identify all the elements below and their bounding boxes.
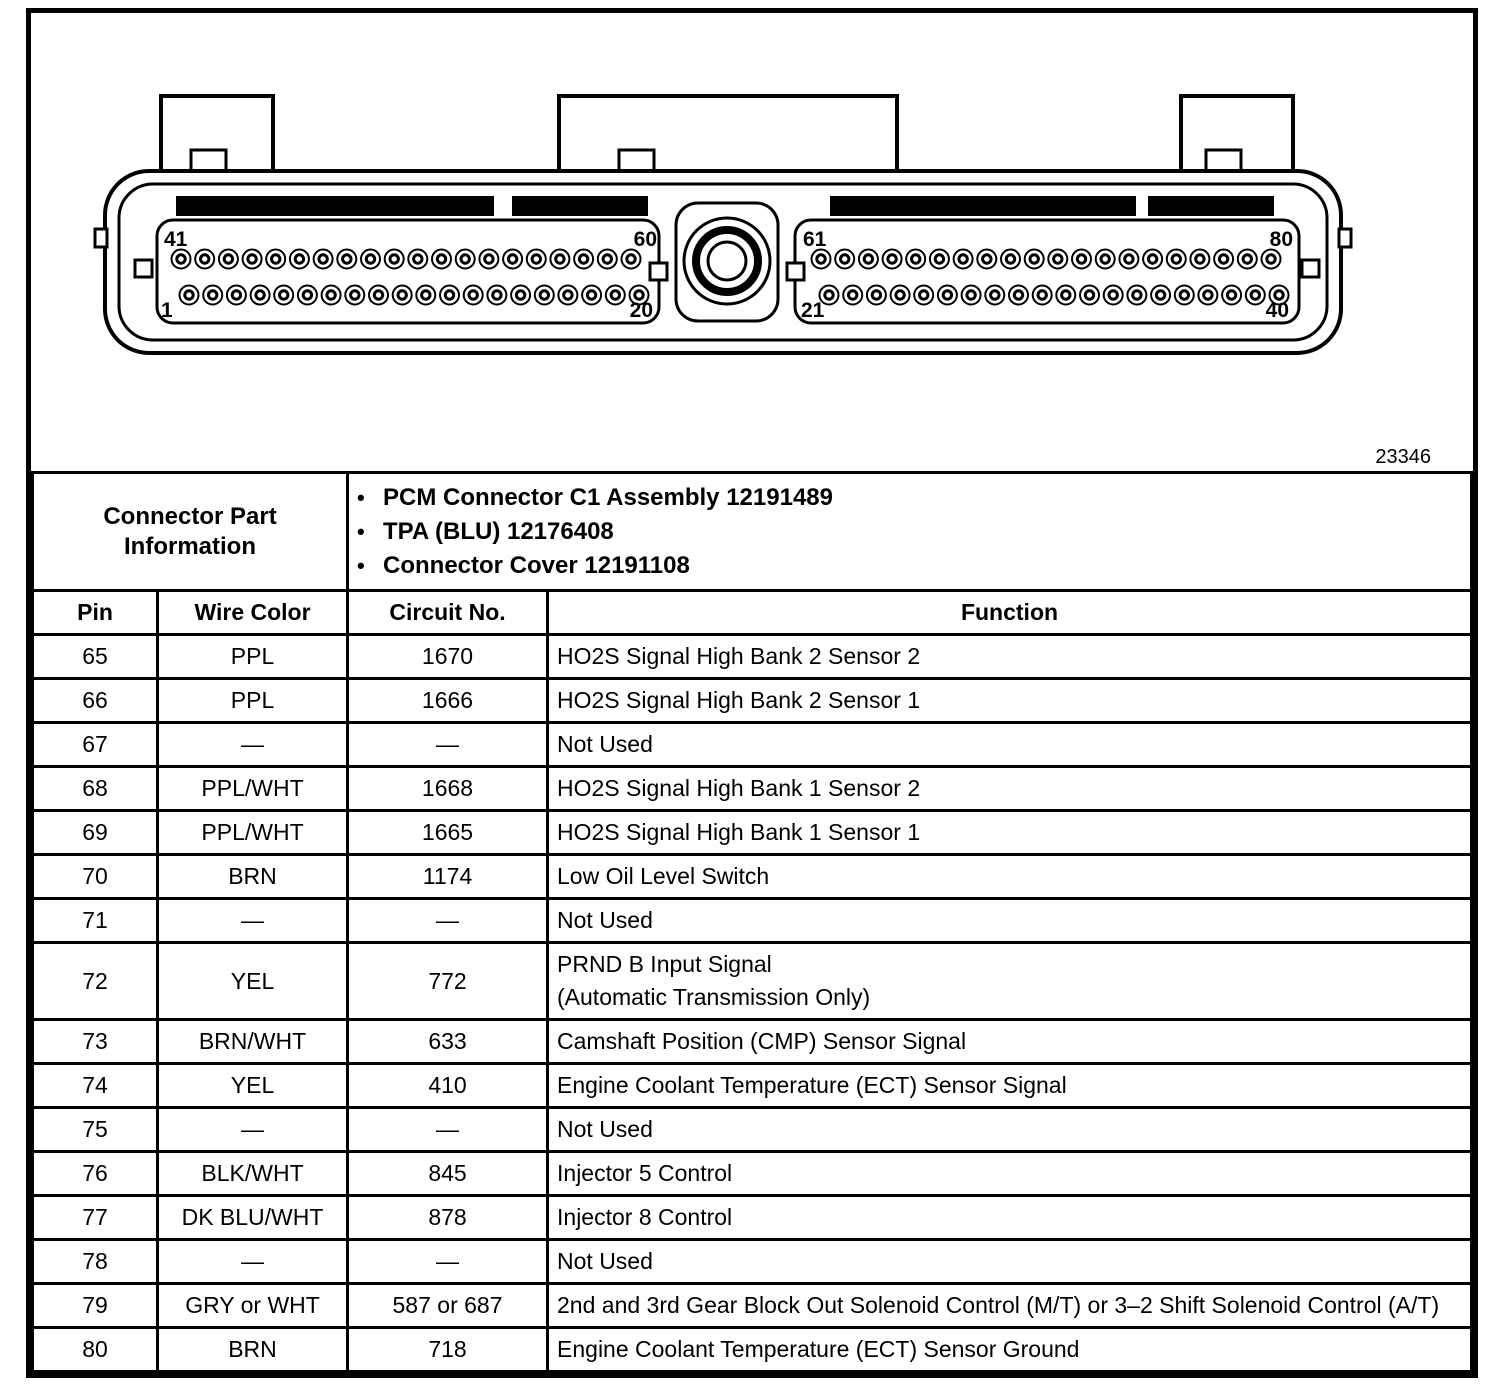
pin-cell: 78 [33,1240,158,1284]
function-cell: Not Used [548,1108,1472,1152]
pin-cell: 66 [33,679,158,723]
connector-diagram-section [31,13,1473,471]
function-cell: Not Used [548,899,1472,943]
part-info-title: Connector Part Information [33,473,348,591]
wire-color-cell: PPL [158,679,348,723]
wire-color-cell: — [158,1240,348,1284]
pin-label-bottom-first-left: 1 [161,299,173,322]
wire-color-cell: BRN [158,1328,348,1372]
function-cell: Low Oil Level Switch [548,855,1472,899]
wire-color-cell: YEL [158,1064,348,1108]
pin-row [33,767,1472,811]
circuit-cell: — [348,1240,548,1284]
circuit-cell: 410 [348,1064,548,1108]
circuit-cell: — [348,723,548,767]
pin-row [33,1108,1472,1152]
function-cell: Injector 5 Control [548,1152,1472,1196]
table-header-row [33,591,1472,635]
pin-row [33,899,1472,943]
pin-row [33,1020,1472,1064]
function-cell: HO2S Signal High Bank 2 Sensor 2 [548,635,1472,679]
pin-label-top-last-right: 80 [1269,228,1293,251]
pin-cell: 74 [33,1064,158,1108]
pin-cell: 77 [33,1196,158,1240]
pin-label-bottom-last-left: 20 [629,299,653,322]
center-mounting-tab [559,96,897,176]
function-cell: PRND B Input Signal (Automatic Transmission Only) [548,943,1472,1020]
circuit-cell: 1668 [348,767,548,811]
wire-color-cell: BRN/WHT [158,1020,348,1064]
pin-row [33,855,1472,899]
pin-row [33,1064,1472,1108]
circuit-cell: 772 [348,943,548,1020]
right-mounting-tab [1181,96,1293,176]
pin-cell: 65 [33,635,158,679]
header-pin: Pin [33,591,158,635]
wire-color-cell: — [158,723,348,767]
part-info-item: • PCM Connector C1 Assembly 12191489 [357,481,1462,515]
pin-cell: 73 [33,1020,158,1064]
pcm-connector-diagram [31,13,1473,471]
function-cell: Not Used [548,1240,1472,1284]
pinout-table [31,471,1473,1373]
wire-color-cell: — [158,1108,348,1152]
pin-label-top-first-right: 61 [803,228,827,251]
circuit-cell: 845 [348,1152,548,1196]
pin-cell: 79 [33,1284,158,1328]
pin-label-top-first-left: 41 [164,228,188,251]
pin-cell: 75 [33,1108,158,1152]
pin-cell: 68 [33,767,158,811]
pin-row [33,1284,1472,1328]
figure-number: 23346 [1375,446,1431,468]
function-cell: Injector 8 Control [548,1196,1472,1240]
left-mounting-tab [161,96,273,176]
wire-color-cell: DK BLU/WHT [158,1196,348,1240]
pin-row [33,1152,1472,1196]
function-cell: Camshaft Position (CMP) Sensor Signal [548,1020,1472,1064]
pin-cell: 76 [33,1152,158,1196]
header-circuit-no: Circuit No. [348,591,548,635]
circuit-cell: 587 or 687 [348,1284,548,1328]
wire-color-cell: PPL/WHT [158,811,348,855]
circuit-cell: 878 [348,1196,548,1240]
pin-label-top-last-left: 60 [633,228,657,251]
function-cell: Not Used [548,723,1472,767]
wire-color-cell: YEL [158,943,348,1020]
part-info-list [357,481,1462,583]
wire-color-cell: GRY or WHT [158,1284,348,1328]
circuit-cell: 1665 [348,811,548,855]
document-frame [26,8,1478,1378]
wire-color-cell: BLK/WHT [158,1152,348,1196]
header-wire-color: Wire Color [158,591,348,635]
pin-cell: 71 [33,899,158,943]
pin-label-bottom-last-right: 40 [1265,299,1289,322]
function-cell: Engine Coolant Temperature (ECT) Sensor Signal [548,1064,1472,1108]
pin-cell: 72 [33,943,158,1020]
pin-row [33,1328,1472,1372]
pin-cell: 70 [33,855,158,899]
function-cell: 2nd and 3rd Gear Block Out Solenoid Control (M/T) or 3–2 Shift Solenoid Control (A/T) [548,1284,1472,1328]
circuit-cell: 633 [348,1020,548,1064]
wire-color-cell: BRN [158,855,348,899]
pin-row [33,635,1472,679]
circuit-cell: 718 [348,1328,548,1372]
wire-color-cell: PPL [158,635,348,679]
pin-row [33,679,1472,723]
part-info-row [33,473,1472,591]
circuit-cell: 1174 [348,855,548,899]
circuit-cell: — [348,1108,548,1152]
pin-row [33,811,1472,855]
pin-row [33,1240,1472,1284]
pin-label-bottom-first-right: 21 [801,299,825,322]
circuit-cell: 1666 [348,679,548,723]
pin-row [33,1196,1472,1240]
pin-row [33,943,1472,1020]
wire-color-cell: — [158,899,348,943]
function-cell: HO2S Signal High Bank 2 Sensor 1 [548,679,1472,723]
header-function: Function [548,591,1472,635]
circuit-cell: — [348,899,548,943]
circuit-cell: 1670 [348,635,548,679]
part-info-item: • TPA (BLU) 12176408 [357,515,1462,549]
pin-cell: 80 [33,1328,158,1372]
function-cell: Engine Coolant Temperature (ECT) Sensor Ground [548,1328,1472,1372]
wire-color-cell: PPL/WHT [158,767,348,811]
pin-row [33,723,1472,767]
part-info-list-cell [348,473,1472,591]
pinout-table-body [33,473,1472,1372]
function-cell: HO2S Signal High Bank 1 Sensor 2 [548,767,1472,811]
function-cell: HO2S Signal High Bank 1 Sensor 1 [548,811,1472,855]
part-info-item: • Connector Cover 12191108 [357,549,1462,583]
pin-cell: 67 [33,723,158,767]
pin-cell: 69 [33,811,158,855]
